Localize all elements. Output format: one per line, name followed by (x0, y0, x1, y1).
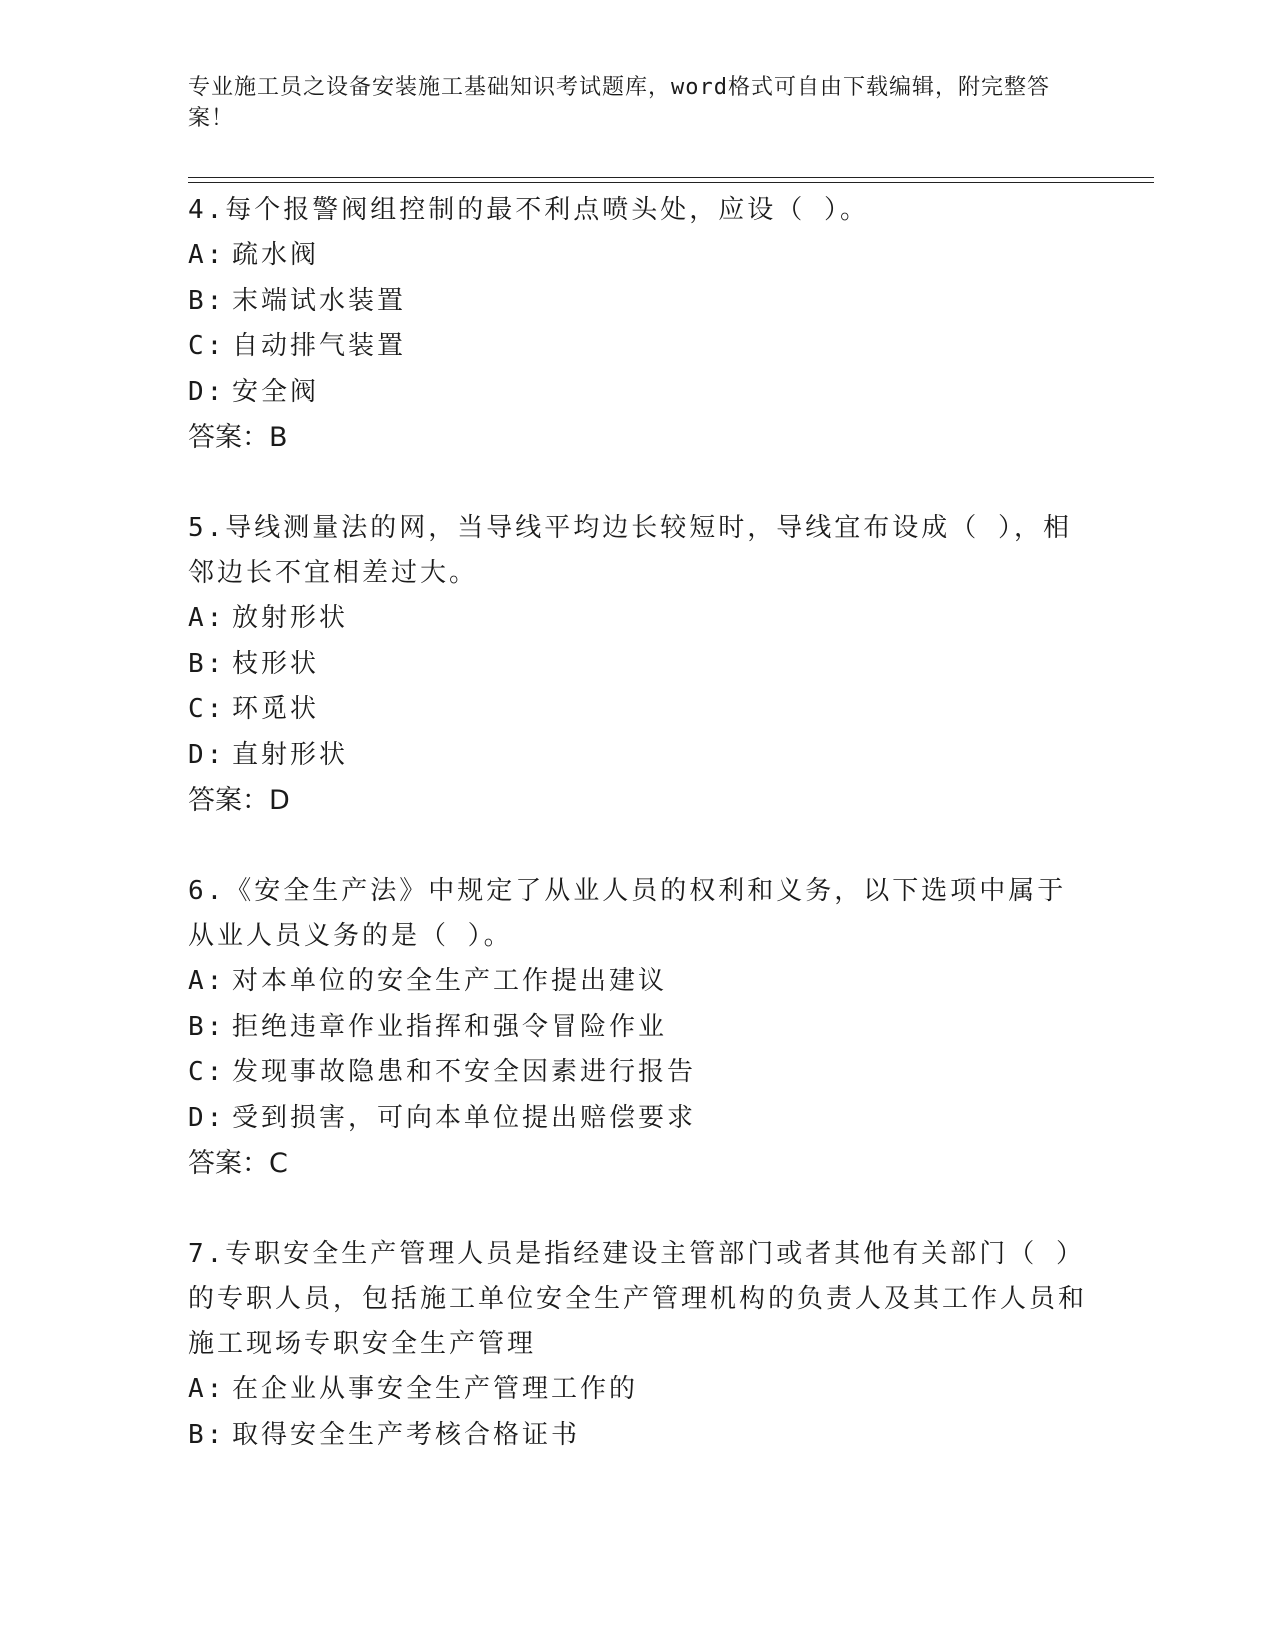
option-letter: D: (188, 739, 226, 770)
option-c (188, 1050, 1088, 1096)
option-letter: A: (188, 240, 226, 270)
option-text: 安全阀 (232, 376, 320, 407)
question-text: 4.每个报警阀组控制的最不利点喷头处，应设（ ）。 (188, 195, 869, 225)
option-text: 疏水阀 (232, 240, 320, 270)
option-letter: D: (188, 1102, 226, 1133)
option-text: 末端试水装置 (232, 285, 407, 316)
option-text: 环觅状 (232, 694, 320, 724)
option-a (188, 959, 1088, 1005)
option-letter: B: (188, 1011, 226, 1042)
question-7 (188, 1232, 1088, 1458)
answer-text: 答案：C (188, 1148, 288, 1179)
question-list (188, 188, 1088, 1458)
option-d (188, 733, 1088, 779)
option-a (188, 596, 1088, 642)
option-b (188, 279, 1088, 325)
option-letter: C: (188, 1057, 226, 1087)
option-text: 放射形状 (232, 603, 349, 633)
option-a (188, 1367, 1088, 1413)
option-letter: A: (188, 1374, 226, 1404)
option-d (188, 370, 1088, 416)
option-letter: B: (188, 1419, 226, 1450)
option-b (188, 1005, 1088, 1051)
option-text: 枝形状 (232, 648, 320, 679)
option-b (188, 642, 1088, 688)
option-text: 取得安全生产考核合格证书 (232, 1419, 581, 1450)
option-text: 自动排气装置 (232, 331, 407, 361)
option-letter: A: (188, 966, 226, 996)
option-d (188, 1096, 1088, 1142)
document-header: 专业施工员之设备安装施工基础知识考试题库，word格式可自由下载编辑，附完整答案！ (188, 75, 1050, 131)
option-text: 发现事故隐患和不安全因素进行报告 (232, 1057, 697, 1087)
option-letter: C: (188, 331, 226, 361)
option-c (188, 687, 1088, 733)
header-rule-bottom (188, 182, 1154, 183)
option-text: 直射形状 (232, 739, 349, 770)
question-4 (188, 188, 1088, 461)
question-6 (188, 869, 1088, 1187)
option-text: 对本单位的安全生产工作提出建议 (232, 966, 668, 996)
option-a (188, 233, 1088, 279)
question-text: 6.《安全生产法》中规定了从业人员的权利和义务，以下选项中属于从业人员义务的是（ ）。 (188, 876, 1067, 951)
option-c (188, 324, 1088, 370)
option-letter: A: (188, 603, 226, 633)
option-text: 在企业从事安全生产管理工作的 (232, 1374, 639, 1404)
option-b (188, 1413, 1088, 1459)
option-letter: D: (188, 376, 226, 407)
answer-text: 答案：D (188, 785, 290, 816)
option-text: 受到损害，可向本单位提出赔偿要求 (232, 1102, 697, 1133)
question-5 (188, 506, 1088, 824)
option-text: 拒绝违章作业指挥和强令冒险作业 (232, 1011, 668, 1042)
answer-text: 答案：B (188, 422, 288, 453)
header-rule-top (188, 177, 1154, 178)
option-letter: B: (188, 285, 226, 316)
option-letter: C: (188, 694, 226, 724)
question-text: 7.专职安全生产管理人员是指经建设主管部门或者其他有关部门（ ）的专职人员，包括施工单位安全生产管理机构的负责人及其工作人员和施工现场专职安全生产管理 (188, 1239, 1088, 1359)
option-letter: B: (188, 648, 226, 679)
question-text: 5.导线测量法的网，当导线平均边长较短时，导线宜布设成（ ），相邻边长不宜相差过大。 (188, 513, 1072, 588)
